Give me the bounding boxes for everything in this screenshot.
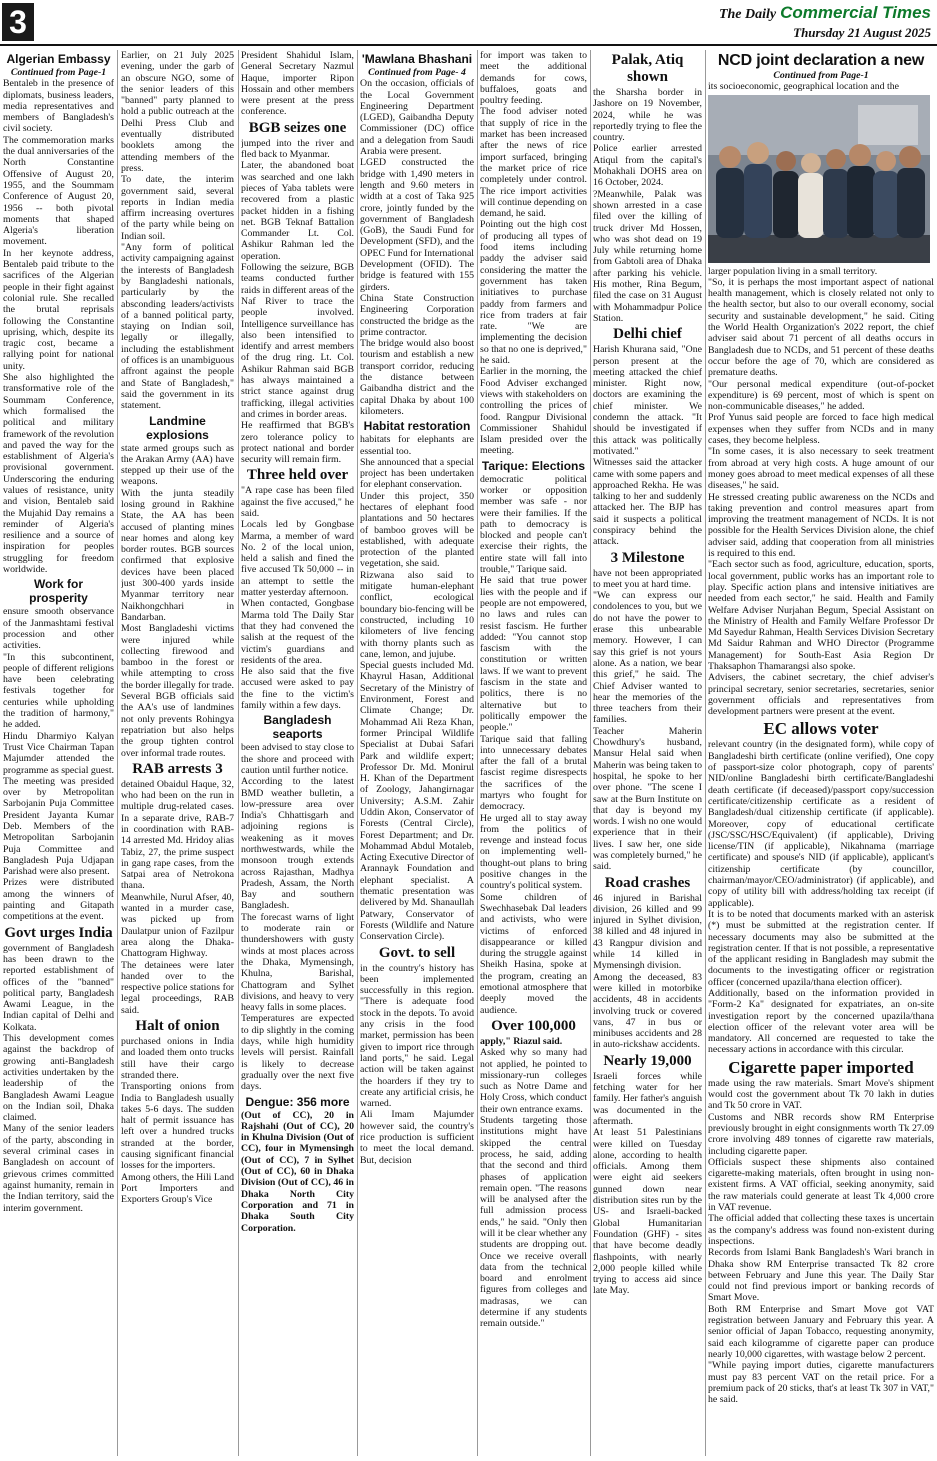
article-body: in the country's history has been implemented successfully in this region. "There is adequate food stock in the depots. To avoid any crisis in the food market, permission has been given to import rice through land ports," he said. Legal action will be taken against the hoarders if they try to create any artificial crisis, he warned. Ali Imam Majumder however said, the country's rice production is sufficient to meet the local demand. But, decision	[360, 962, 474, 1166]
headline: Halt of onion	[135, 1018, 220, 1035]
headline: Dengue: 356 more	[245, 1094, 350, 1109]
article-body: state armed groups such as the Arakan Army (AA) have stepped up their use of the weapons. With the junta steadily losing ground in Rakhine State, the AA has been accused of planting mines near homes and along key border routes. BGB sources confirmed that explosive devices have been placed just 300-400 yards inside Myanmar territory near Naikhongchhari in Bandarban. Most Bangladeshi victims were injured while collecting firewood and bamboo in the forest or while attempting to cross the border illegally for trade. Several BGB officials said the AA's use of landmines not only prevents Rohingya repatriation but also helps the group tighten control over informal trade routes.	[121, 442, 234, 759]
article-body: Asked why so many had not applied, he pointed to missionary-run colleges such as Notre Dame and Holy Cross, which conduct their own entrance exams. Students targeting those institutions might have skipped the central process, he said, adding that the second and third phases of application remain open. "The reasons will be analysed after the full admission process ends," he said. "Only then will it be clear whether any students are dropping out. Once we receive overall data from the technical board and enrolment figures from colleges and madrasas, we can determine if any students remain outside."	[480, 1047, 587, 1330]
headline: Nearly 19,000	[603, 1052, 692, 1069]
column-5	[480, 50, 587, 1458]
column-divider	[705, 50, 706, 1456]
column-2	[121, 50, 234, 1458]
headline: 'Mawlana Bhashani	[361, 52, 473, 66]
article-body: the Sharsha border in Jashore on 19 November, 2024, while he was reportedly trying to flee the country. Police earlier arrested Atiqul from the capital's Mohakhali DOHS area on 16 October, 2024. ?Meanwhile, Palak was shown arrested in a case filed over the killing of truck driver Md Hossen, who was shot dead on 19 July while returning home from Gabtoli area of Dhaka after parking his vehicle. His mother, Rina Begum, filed the case on 31 August with Mohammadpur Police Station.	[593, 87, 702, 324]
headline: Govt urges India	[4, 924, 113, 941]
article-body: President Shahidul Islam, General Secretary Nazmul Haque, importer Ripon Hossain and other members were present at the press conference.	[241, 50, 354, 118]
headline: Over 100,000	[491, 1017, 576, 1034]
headline: NCD joint declaration a new	[717, 52, 925, 69]
headline: Habitat restoration	[363, 419, 471, 434]
article-body: democratic political worker or opposition member was safe - nor were their families. If the path to democracy is blocked and people can't exercise their rights, the entire state will fall into trouble," Tarique said. He said that true power lies with the people and if people are not empowered, no laws and rules can resist fascism. He further added: "You cannot stop fascism with the constitution or written laws. If we want to prevent fascism in the state and politics, there is no alternative but to politically empower the people." Tarique said that falling into unnecessary debates after the fall of a brutal fascist regime disrespects the sacrifices of the martyrs who fought for democracy. He urged all to stay away from the politics of revenge and instead focus on implementing well-thought-out plans to bring positive changes in the country's political system. Some children of Swechhasebak Dal leaders and activists, who were victims of enforced disappearance or killed during the struggle against Sheikh Hasina, spoke at the program, creating an emotional atmosphere that deeply moved the audience.	[480, 473, 587, 1016]
headline: Delhi chief	[613, 326, 682, 343]
headline: RAB arrests 3	[132, 760, 223, 777]
column-divider	[238, 50, 239, 1456]
news-photo	[708, 95, 930, 263]
article-body: 46 injured in Barishal division, 26 killed and 99 injured in Sylhet division, 38 killed and 48 injured in 43 Rangpur division and while 14 killed in Mymensingh division. Among the deceased, 83 were killed in motorbike accidents, 48 in accidents involving truck or covered vans, 47 in bus or minibuses accidents and 28 in auto-rickshaw accidents.	[593, 892, 702, 1051]
headline: Tarique: Elections	[481, 458, 586, 473]
column-divider	[357, 50, 358, 1456]
page-number: 3	[2, 3, 34, 41]
article-body: its socioeconomic, geographical location and the	[708, 81, 899, 93]
headline: Algerian Embassy	[6, 52, 111, 66]
paper-name: Commercial Times	[780, 3, 931, 22]
article-body: Bentaleb in the presence of diplomats, business leaders, media representatives and members of Bangladesh's civil society. The commemoration marks the dual anniversaries of the North Constantine Offensive of August 20, 1955, and the Soummam Conference of August 20, 1956 -- both pivotal moments that shaped Algeria's liberation movement. In her keynote address, Bentaleb paid tribute to the sacrifices of the Algerian people in their fight against colonial rule. She recalled the brutal reprisals following the Constantine uprising, which, despite its tragic cost, became a rallying point for national unity. She also highlighted the transformative role of the Soummam Conference, which formalised the political and military framework of the revolution and paved the way for the establishment of Algeria's provisional government. Underscoring the enduring values of resistance, unity and vision, Bentaleb said the Mujahid Day remains a reminder of Algeria's resilience and a source of inspiration for peoples struggling for freedom worldwide.	[3, 78, 114, 576]
article-body: purchased onions in India and loaded them onto trucks still have their cargo stranded there. Transporting onions from India to Bangladesh usually takes 5-6 days. The sudden halt of permit issuance has left over a hundred trucks stranded at the border, causing significant financial losses for the importers. Among others, the Hili Land Port Importers and Exporters Group's Vice	[121, 1036, 234, 1206]
article-body: On the occasion, officials of the Local Government Engineering Department (LGED), Gaibandha Deputy Commissioner (DC) office and a delegation from Saudi Arabia were present. LGED constructed the bridge with 1,490 meters in length and 9.60 meters in width at a cost of Taka 925 crore, jointly funded by the government of Bangladesh (GoB), the Saudi Fund for Development (SFD), and the OPEC Fund for International Development (OFID). The bridge is featured with 155 girders. China State Construction Engineering Corporation constructed the bridge as the prime contractor. The bridge would also boost tourism and establish a new transport corridor, reducing the distance between Gaibandha district and the capital Dhaka by about 100 kilometers.	[360, 78, 474, 417]
headline: Cigarette paper imported	[728, 1057, 914, 1077]
article-body: have not been appropriated to meet you at hard time. "We can express our condolences to you, but we do not have the power to erase this unbearable memory. However, I can say this grief is not yours alone. As a nation, we bear this grief," he said. The Chief Adviser wanted to hear the memories of the three teachers from their families. Teacher Maherin Chowdhury's husband, Mansur Helal said when Maherin was being taken to hospital, he spoke to her over phone. "The scene I saw at the Burn Institute on that day is beyond my words. I wish no one would experience that in their lives. I saw her, one side was completely burned," he said.	[593, 567, 702, 873]
sub-headline: apply," Riazul said.	[480, 1035, 563, 1047]
headline: Palak, Atiq shown	[611, 52, 684, 85]
article-body: Israeli forces while fetching water for her family. Her father's anguish was documented in the aftermath. At least 51 Palestinians were killed on Tuesday alone, according to health officials. Among them were eight aid seekers gunned down near distribution sites run by the US- and Israeli-backed Global Humanitarian Foundation (GHF) - sites that have become deadly flashpoints, with nearly 2,000 people killed while trying to access aid since late May.	[593, 1070, 702, 1297]
continued-note: Continued from Page-1	[773, 70, 869, 81]
article-body: made using the raw materials. Smart Move's shipment would cost the government about Tk 70 lakh in duties and Tk 50 crore in VAT. Customs and NBR records show RM Enterprise previously brought in eight consignments worth Tk 27.09 crore involving 489 tonnes of cigarette raw materials, including cigarette paper. Officials suspect these shipments also contained cigarette-making materials, often brought in using non-existent firms. A VAT official, seeking anonymity, said the raw materials could generate at least Tk 4,000 crore in VAT revenue. The official added that collecting these taxes is uncertain as the company's address was found non-existent during inspections. Records from Islami Bank Bangladesh's Wari branch in Dhaka show RM Enterprise transacted Tk 82 crore between February and June this year. The Daily Star could not find previous import or banking records of Smart Move. Both RM Enterprise and Smart Move got VAT registration between January and February this year. A senior official of Japan Tobacco, requesting anonymity, said each kilogramme of cigarette paper can produce nearly 10,000 cigarettes, with wastage below 2 percent. "While paying import duties, cigarette manufacturers must pay 83 percent VAT on the retail price. For a premium pack of 20 sticks, that's at least Tk 307 in VAT," he said.	[708, 1077, 934, 1406]
headline: Three held over	[246, 467, 349, 484]
article-body: ensure smooth observance of the Janmashtami festival procession and other activities. "In this subcontinent, people of different religions have been celebrating festivals together for centuries while upholding the tradition of harmony," he added. Hindu Dharmiyo Kalyan Trust Vice Chairman Tapan Majumder attended the programme as special guest. The meeting was presided over by Metropolitan Sarbojanin Puja Committee President Jayanta Kumar Deb. Members of the Metropolitan Sarbojanin Puja Committee and Bangladesh Puja Udjapan Parishad were also present. Prizes were distributed among the winners of painting and Gitapath competitions at the event.	[3, 606, 114, 923]
headline: BGB seizes one	[248, 119, 347, 136]
headline: Bangladesh seaports	[263, 713, 332, 742]
continued-note: Continued from Page-1	[10, 67, 107, 78]
headline: Govt. to sell	[378, 944, 456, 961]
column-4	[360, 50, 474, 1458]
column-divider	[590, 50, 591, 1456]
column-3	[241, 50, 354, 1458]
headline: 3 Milestone	[610, 549, 685, 566]
article-body: Harish Khurana said, "One person present at the meeting attacked the chief minister. Right now, doctors are examining the chief minister. We condemn the attack. "It should be investigated if this attack was politically motivated." Witnesses said the attacker came with some papers and approached Rekha. He was talking to her and suddenly attacked her. The BJP has said it suspects a political conspiracy behind the attack.	[593, 344, 702, 548]
headline: Road crashes	[604, 874, 691, 891]
article-body: larger population living in a small territory. "So, it is perhaps the most important aspect of national health management, which is closely related not only to the health sector, but also to our overall economy, social security and sustainable development," he said. Citing the World Health Organization's 2022 report, the chief adviser said about 71 percent of all deaths occurs in Bangladesh due to NCDs, and 51 percent of these deaths occur before the age of 70, which are considered as premature deaths. "Our personal medical expenditure (out-of-pocket expenditure) is 69 percent, most of which is spent on non-communicable diseases," he added. Prof Yunus said people are forced to face high medical expenses when they suffer from NCDs and in many cases, they become helpless. "In some cases, it is also necessary to seek treatment from abroad at very high costs. A huge amount of our money goes abroad to meet medical expenses of all these diseases," he said. He stressed creating public awareness on the NCDs and taking prevention and control measures apart from improving the treatment management of NCDs. It is not possible for the Health Services Division alone, the chief adviser said, adding that cooperation from all ministries is required to this end. "Each sector such as food, agriculture, education, sports, local government, public works has an important role to play. Specific action plans and intensive initiatives are needed from each sector," he said. Health and Family Welfare Adviser Nurjahan Begum, Special Assistant on the Ministry of Health and Family Welfare Professor Dr Md Sayedur Rahman, Health Services Division Secretary Md Saidur Rahman and WHO Director (Programme Management) for South-East Asia Region Dr Thaksaphon Thamarangsi also spoke. Advisers, the cabinet secretary, the chief adviser's principal secretary, senior secretaries, secretaries, senior government officials and representatives from development partners were present at the event.	[708, 265, 934, 718]
paper-prefix: The Daily	[718, 7, 777, 22]
article-body: (Out of CC), 20 in Rajshahi (Out of CC), 20 in Khulna Division (Out of CC), four in Mymensingh (Out of CC), 7 in Sylhet (Out of CC), 60 in Dhaka Division (Out of CC), 46 in Dhaka North City Corporation and 71 in Dhaka South City Corporation.	[241, 1109, 354, 1234]
column-divider	[477, 50, 478, 1456]
group-photo-illustration	[708, 95, 930, 263]
header-rule	[0, 44, 937, 46]
paper-logo	[719, 3, 931, 25]
masthead	[0, 0, 937, 46]
article-body: detained Obaidul Haque, 32, who had been on the run in multiple drug-related cases. In a separate drive, RAB-7 in coordination with RAB-14 arrested Md. Hridoy alias Tabiz, 27, the prime suspect in gang rape cases, from the Satpai area of Netrokona thana. Meanwhile, Nurul Afser, 40, wanted in a murder case, was picked up from Daulatpur union of Fazilpur area along the Dhaka-Chattogram Highway. The detainees were later handed over to the respective police stations for legal proceedings, RAB said.	[121, 778, 234, 1016]
article-body: jumped into the river and fled back to Myanmar. Later, the abandoned boat was searched and one lakh pieces of Yaba tablets were recovered from a plastic packet hidden in a fishing net. BGB Teknaf Battalion Commander Lt. Col. Ashikur Rahman led the operation. Following the seizure, BGB teams conducted further raids in different areas of the Naf River to trace the people involved. Intelligence surveillance has also been intensified to identify and arrest members of the drug ring. Lt. Col. Ashikur Rahman said BGB has always maintained a strict stance against drug trafficking, illegal activities and crimes in border areas. He reaffirmed that BGB's zero tolerance policy to protect national and border security will remain firm.	[241, 137, 354, 466]
column-1	[3, 50, 114, 1458]
article-body: "A rape case has been filed against the five accused," he said. Locals led by Gongbase Marma, a member of ward No. 2 of the local union, held a salish and fined the five accused Tk 50,000 -- in an attempt to settle the matter yesterday afternoon. When contacted, Gongbase Marma told The Daily Star that they had convened the salish at the request of the victim's guardians and residents of the area. He also said that the five accused were asked to pay the fine to the victim's family within a few days.	[241, 485, 354, 712]
headline: EC allows voter	[763, 719, 879, 739]
continued-note: Continued from Page- 4	[368, 67, 466, 78]
column-6	[593, 50, 702, 1458]
column-7	[708, 50, 934, 1458]
article-body: for import was taken to meet the additional demands for cows, buffaloes, goats and poultry feeding. The food adviser noted that supply of rice in the market has been increased after the news of rice import surfaced, bringing the market price of rice completely under control. The rice import activities will continue depending on demand, he said. Pointing out the high cost of producing all types of food items including paddy the adviser said considering the matter the government has taken initiatives to purchase paddy from farmers and rice from traders at fair rate. "We are implementing the decision so that no one is deprived," he said. Earlier in the morning, the Food Adviser exchanged views with stakeholders on controlling the prices of food. Rangpur Divisional Commissioner Shahidul Islam presided over the meeting.	[480, 50, 587, 457]
headline: Work for prosperity	[29, 577, 88, 606]
article-body: been advised to stay close to the shore and proceed with caution until further notice. According to the latest BMD weather bulletin, a low-pressure area over India's Chhattisgarh and adjoining regions is weakening as it moves northwestwards, while the monsoon trough extends across Rajasthan, Madhya Pradesh, Assam, the North Bay and southern Bangladesh. The forecast warns of light to moderate rain or thundershowers with gusty winds at most places across the Dhaka, Mymensingh, Khulna, Barishal, Chattogram and Sylhet divisions, and heavy to very heavy falls in some places. Temperatures are expected to dip slightly in the coming days, while high humidity levels will persist. Rainfall is likely to decrease gradually over the next five days.	[241, 742, 354, 1093]
article-body: relevant country (in the designated form), while copy of Bangladeshi birth certificate (online verified), One copy of passport-size color photograph, copy of parents' NID/online Bangladeshi birth certificate/Bangladeshi death certificate (if deceased)/passport copy/succession certificate/citizenship certificate as a resident of Bangladesh/dual citizenship certificate (if applicable). Moreover, copy of educational certificate (JSC/SSC/HSC/Equivalent) (if applicable), Driving license/TIN (if applicable), Nikahnama (marriage certificate) and spouse's NID (if applicable), applicant's citizenship certificate (by councillor, chairman/mayor/CEO/administrator) (if applicable), and copy of utility bill with address/holding tax receipt (if applicable). It is to be noted that documents marked with an asterisk (*) must be submitted at the registration center. If necessary documents may also be submitted at the registration center. If that is not possible, a representative of the applicant residing in Bangladesh may submit the documents to the investigating officer or registration officer (concerned upazila/thana election officer). Additionally, based on the information provided in "Form-2 Ka" designated for expatriates, an on-site investigation report by the concerned upazila/thana election officer of the relevant voter area will be mandatory. All concerned are requested to take the necessary actions in accordance with this circular.	[708, 739, 934, 1056]
headline: Landmine explosions	[146, 413, 209, 442]
article-body: Earlier, on 21 July 2025 evening, under the garb of an obscure NGO, some of the senior leaders of this "banned" party planned to hold a public outreach at the Delhi Press Club and eventually distributed booklets among the attending members of the press. To date, the interim government said, several reports in Indian media affirm increasing overtures of the party while being on Indian soil. "Any form of political activity campaigning against the interests of Bangladesh by Bangladeshi nationals, particularly by the absconding leaders/activists of a banned political party, staying on Indian soil, legally or illegally, including the establishment of offices is an unambiguous affront against the people and State of Bangladesh," said the government in its statement.	[121, 50, 234, 412]
article-body: government of Bangladesh has been drawn to the reported establishment of offices of the "banned" political party, Bangladesh Awami League, in the Indian capital of Delhi and Kolkata. This development comes against the backdrop of growing anti-Bangladesh activities undertaken by the leadership of the Bangladesh Awami League on the Indian soil, Dhaka claimed. Many of the senior leaders of the party, absconding in several criminal cases in Bangladesh on account of grievous crimes committed against humanity, remain in the Indian territory, said the interim government.	[3, 942, 114, 1214]
issue-date: Thursday 21 August 2025	[793, 25, 931, 40]
column-divider	[117, 50, 118, 1456]
article-body: habitats for elephants are essential too. She announced that a special project has been undertaken for elephant conservation. Under this project, 350 hectares of elephant food plantations and 50 hectares of bamboo groves will be established, with adequate protection of the planted vegetation, she said. Rizwana also said to mitigate human-elephant conflict, ecological boundary bio-fencing will be constructed, including 10 kilometers of live fencing with thorny plants such as cane, lemon, and jujube. Special guests included Md. Khayrul Hasan, Additional Secretary of the Ministry of Environment, Forest and Climate Change; Dr. Mohammad Ali Reza Khan, former Principal Wildlife Specialist at Dubai Safari Park and wildlife expert; Professor Dr. Md. Monirul H. Khan of the Department of Zoology, Jahangirnagar University; A.S.M. Zahir Uddin Akon, Conservator of Forests (Central Circle), Forest Department; and Dr. Mohammad Abdul Motaleb, Acting Executive Director of Arannayk Foundation and elephant specialist. A thematic presentation was delivered by Md. Shanaullah Patwary, Conservator of Forests (Wildlife and Nature Conservation Circle).	[360, 434, 474, 943]
